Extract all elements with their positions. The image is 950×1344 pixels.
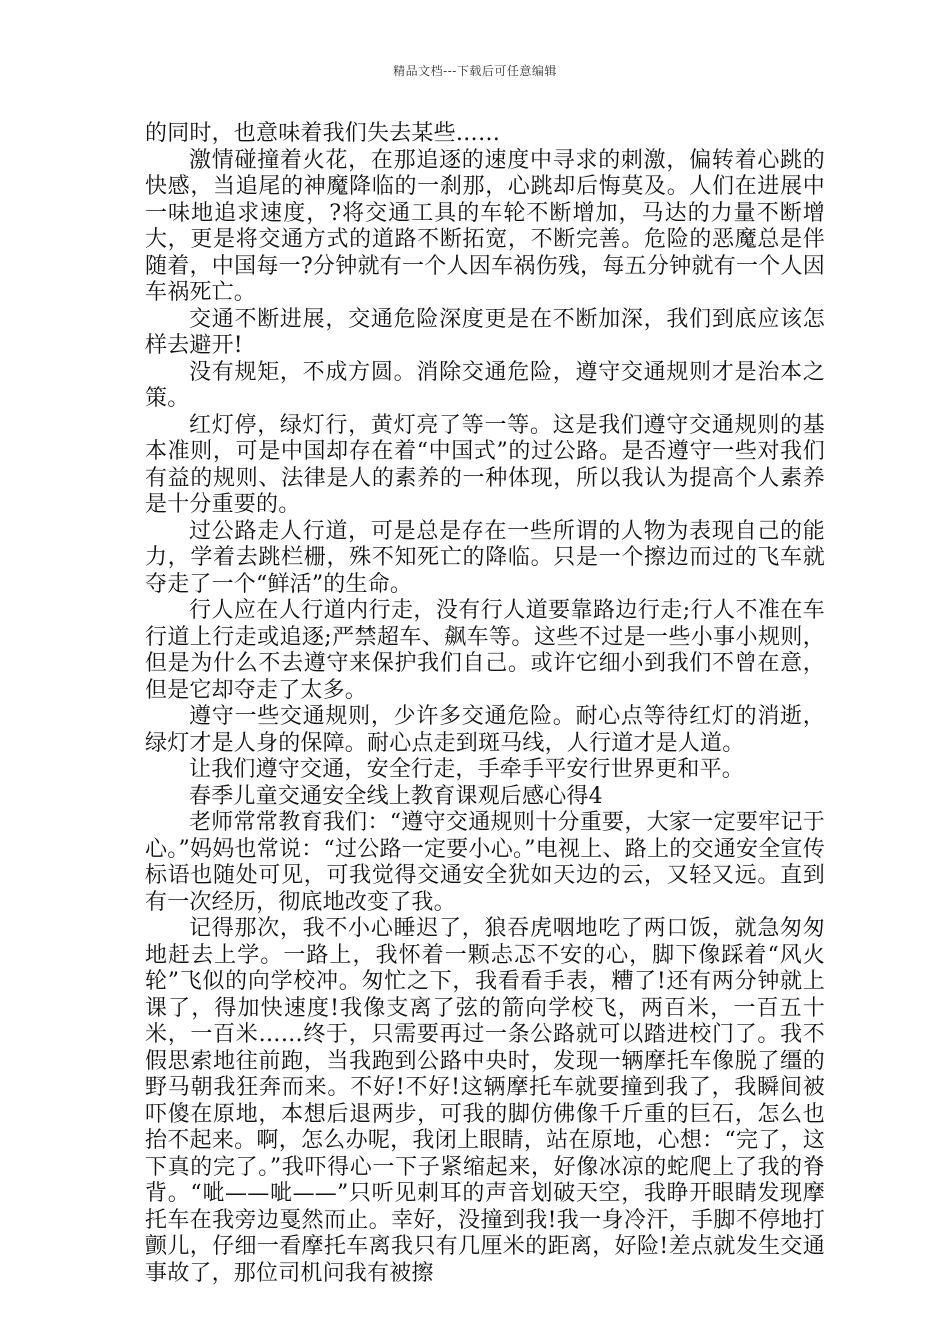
paragraph-continuation: 的同时，也意味着我们失去某些…… — [145, 121, 501, 146]
paragraph: 遵守一些交通规则，少许多交通危险。耐心点等待红灯的消逝，绿灯才是人身的保障。耐心点走到斑马线，人行道才是人道。 — [145, 704, 825, 756]
paragraph: 老师常常教育我们：“遵守交通规则十分重要，大家一定要牢记于心。”妈妈也常说：“过公路一定要小心。”电视上、路上的交通安全宣传标语也随处可见，可我觉得交通安全犹如天边的云，又轻又远。直到有一次经历，彻底地改变了我。 — [145, 810, 825, 915]
paragraph: 红灯停，绿灯行，黄灯亮了等一等。这是我们遵守交通规则的基本准则，可是中国却存在着“中国式”的过公路。是否遵守一些对我们有益的规则、法律是人的素养的一种体现，所以我认为提高个人素养是十分重要的。 — [145, 412, 825, 517]
paragraph: 行人应在人行道内行走，没有行人道要靠路边行走;行人不准在车行道上行走或追逐;严禁超车、飙车等。这些不过是一些小事小规则，但是为什么不去遵守来保护我们自己。或许它细小到我们不曾在意，但是它却夺走了太多。 — [145, 598, 825, 703]
section-heading: 春季儿童交通安全线上教育课观后感心得4 — [189, 783, 603, 809]
paragraph: 过公路走人行道，可是总是存在一些所谓的人物为表现自己的能力，学着去跳栏栅，殊不知死亡的降临。只是一个擦边而过的飞车就夺走了一个“鲜活”的生命。 — [145, 518, 825, 597]
paragraph: 激情碰撞着火花，在那追逐的速度中寻求的刺激，偏转着心跳的快感，当追尾的神魔降临的一刹那，心跳却后悔莫及。人们在进展中一味地追求速度，?将交通工具的车轮不断增加，马达的力量不断增大，更是将交通方式的道路不断拓宽，不断完善。危险的恶魔总是伴随着，中国每一?分钟就有一个人因车祸伤残，每五分钟就有一个人因车祸死亡。 — [145, 147, 825, 305]
document-body — [145, 121, 825, 1287]
paragraph: 没有规矩，不成方圆。消除交通危险，遵守交通规则才是治本之策。 — [145, 359, 825, 411]
paragraph: 交通不断进展，交通危险深度更是在不断加深，我们到底应该怎样去避开! — [145, 306, 825, 358]
page-header: 精品文档---下载后可任意编辑 — [393, 64, 557, 78]
paragraph: 让我们遵守交通，安全行走，手牵手平安行世界更和平。 — [189, 757, 745, 782]
paragraph: 记得那次，我不小心睡迟了，狼吞虎咽地吃了两口饭，就急匆匆地赶去上学。一路上，我怀着一颗忐忑不安的心，脚下像踩着“风火轮”飞似的向学校冲。匆忙之下，我看看手表，糟了!还有两分钟就上课了，得加快速度!我像支离了弦的箭向学校飞，两百米，一百五十米，一百米……终于，只需要再过一条公路就可以踏进校门了。我不假思索地往前跑，当我跑到公路中央时，发现一辆摩托车像脱了缰的野马朝我狂奔而来。不好!不好!这辆摩托车就要撞到我了，我瞬间被吓傻在原地，本想后退两步，可我的脚仿佛像千斤重的巨石，怎么也抬不起来。啊，怎么办呢，我闭上眼睛，站在原地，心想：“完了，这下真的完了。”我吓得心一下子紧缩起来，好像冰凉的蛇爬上了我的脊背。“呲——呲——”只听见刺耳的声音划破天空，我睁开眼睛发现摩托车在我旁边戛然而止。幸好，没撞到我!我一身冷汗，手脚不停地打颤儿，仔细一看摩托车离我只有几厘米的距离，好险!差点就发生交通事故了，那位司机问我有被擦 — [145, 916, 825, 1286]
